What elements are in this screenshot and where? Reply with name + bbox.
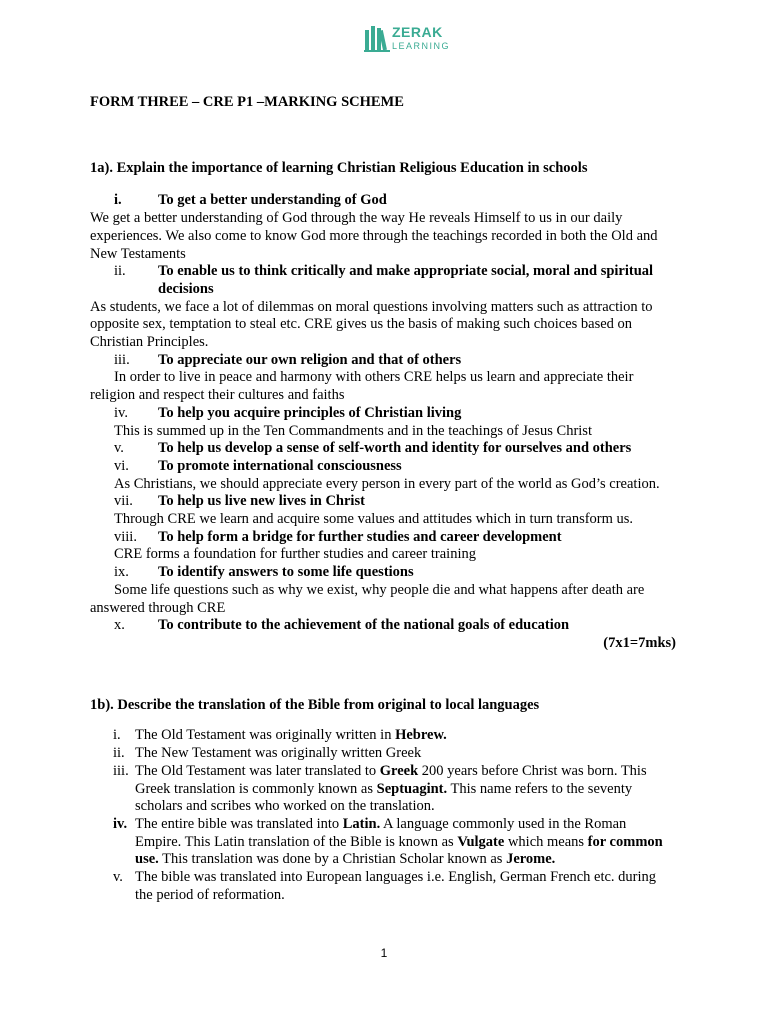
- list-item-body: In order to live in peace and harmony with others CRE helps us learn and appreciate their religion and respect their cultures and faiths: [90, 369, 634, 404]
- text-run: 200 years before Christ was born. This Greek translation is commonly known as: [135, 762, 647, 797]
- list-item-number: vi.: [114, 457, 129, 474]
- list-item-heading: [90, 564, 676, 582]
- list-item-number: vii.: [114, 493, 133, 510]
- list-item-heading: [90, 352, 676, 370]
- list-item-heading: [90, 192, 676, 210]
- list-item-number: ix.: [114, 564, 129, 581]
- list-item: [90, 745, 676, 763]
- text-run: The entire bible was translated into: [135, 815, 343, 832]
- emphasis-text: Vulgate: [457, 833, 505, 850]
- text-run: The New Testament was originally written Greek: [135, 745, 422, 762]
- list-item-title: To enable us to think critically and make appropriate social, moral and spiritual decisions: [158, 263, 654, 297]
- list-item-number: v.: [113, 869, 123, 886]
- list-item-title: To identify answers to some life questions: [158, 564, 414, 581]
- list-item-heading: [90, 617, 676, 635]
- emphasis-text: Greek: [379, 762, 419, 779]
- emphasis-text: Jerome.: [506, 851, 556, 868]
- list-item-title: To get a better understanding of God: [158, 192, 387, 209]
- logo-brand: ZERAK: [392, 24, 443, 40]
- text-run: The Old Testament was later translated to: [135, 762, 380, 779]
- list-item-number: ii.: [113, 745, 125, 762]
- list-item-title: To help you acquire principles of Christian living: [158, 404, 462, 421]
- list-item: [90, 727, 676, 745]
- list-item-body: CRE forms a foundation for further studies and career training: [114, 546, 476, 563]
- question-1b-list: [90, 727, 676, 904]
- text-run: The bible was translated into European languages i.e. English, German French etc. during the period of reformation.: [135, 869, 657, 903]
- list-item-number: iii.: [113, 762, 129, 779]
- text-run: A language commonly used in the Roman Empire. This Latin translation of the Bible is known as: [135, 815, 627, 850]
- list-item-number: i.: [114, 192, 122, 209]
- text-run: The Old Testament was originally written in: [135, 727, 396, 744]
- list-item-heading: [90, 263, 676, 298]
- list-item-body: As students, we face a lot of dilemmas on moral questions involving matters such as attraction to opposite sex, temptation to steal etc. CRE gives us the basis of making such choices based on Christian Principles.: [90, 298, 653, 351]
- list-item-text: [135, 745, 676, 763]
- question-1a-list: [90, 192, 676, 635]
- question-1b-heading: 1b). Describe the translation of the Bible from original to local languages: [90, 696, 540, 713]
- list-item-body: This is summed up in the Ten Commandments and in the teachings of Jesus Christ: [114, 422, 592, 439]
- marks-allocation: (7x1=7mks): [603, 634, 676, 651]
- list-item-body: As Christians, we should appreciate every person in every part of the world as God’s creation.: [114, 475, 660, 492]
- list-item-number: viii.: [114, 528, 137, 545]
- emphasis-text: Latin.: [342, 815, 381, 832]
- list-item: [90, 869, 676, 904]
- list-item-text: [135, 727, 676, 745]
- list-item-text: [135, 763, 676, 816]
- list-item-number: ii.: [114, 263, 126, 280]
- text-run: This name refers to the seventy scholars and scribes who worked on the translation.: [135, 780, 633, 815]
- list-item-heading: [90, 440, 676, 458]
- list-item-number: iv.: [113, 815, 128, 832]
- list-item-number: i.: [113, 727, 121, 744]
- list-item-heading: [90, 405, 676, 423]
- list-item-heading: [90, 493, 676, 511]
- page-title: FORM THREE – CRE P1 –MARKING SCHEME: [90, 94, 404, 110]
- zerak-logo: [364, 24, 454, 54]
- emphasis-text: Hebrew.: [395, 727, 447, 744]
- question-1a-heading: 1a). Explain the importance of learning Christian Religious Education in schools: [90, 159, 588, 176]
- logo-sub: LEARNING: [392, 41, 451, 51]
- list-item-title: To help us live new lives in Christ: [158, 493, 365, 510]
- list-item-number: iv.: [114, 404, 128, 421]
- text-run: which means: [504, 833, 588, 850]
- list-item: [90, 763, 676, 816]
- list-item-text: [135, 869, 676, 904]
- list-item-body: Through CRE we learn and acquire some values and attitudes which in turn transform us.: [114, 511, 634, 528]
- list-item-title: To help form a bridge for further studies and career development: [158, 528, 562, 545]
- list-item-title: To promote international consciousness: [158, 457, 402, 474]
- list-item-title: To help us develop a sense of self-worth and identity for ourselves and others: [158, 440, 632, 457]
- list-item-body: Some life questions such as why we exist, why people die and what happens after death are answered through CRE: [90, 581, 645, 616]
- list-item-number: v.: [114, 440, 124, 457]
- emphasis-text: Septuagint.: [376, 780, 448, 797]
- list-item-heading: [90, 529, 676, 547]
- list-item-heading: [90, 458, 676, 476]
- page-number: 1: [380, 946, 388, 960]
- list-item-body: We get a better understanding of God through the way He reveals Himself to us in our daily experiences. We also come to know God more through the teachings recorded in both the Old and New Testaments: [90, 210, 658, 262]
- list-item-title: To contribute to the achievement of the national goals of education: [158, 617, 570, 634]
- list-item-text: [135, 816, 676, 869]
- list-item: [90, 816, 676, 869]
- books-icon: [364, 24, 390, 52]
- list-item-number: iii.: [114, 351, 130, 368]
- text-run: This translation was done by a Christian Scholar known as: [158, 851, 507, 868]
- document-content: [90, 94, 676, 904]
- list-item-number: x.: [114, 617, 125, 634]
- emphasis-text: for common use.: [135, 833, 663, 868]
- list-item-title: To appreciate our own religion and that of others: [158, 351, 462, 368]
